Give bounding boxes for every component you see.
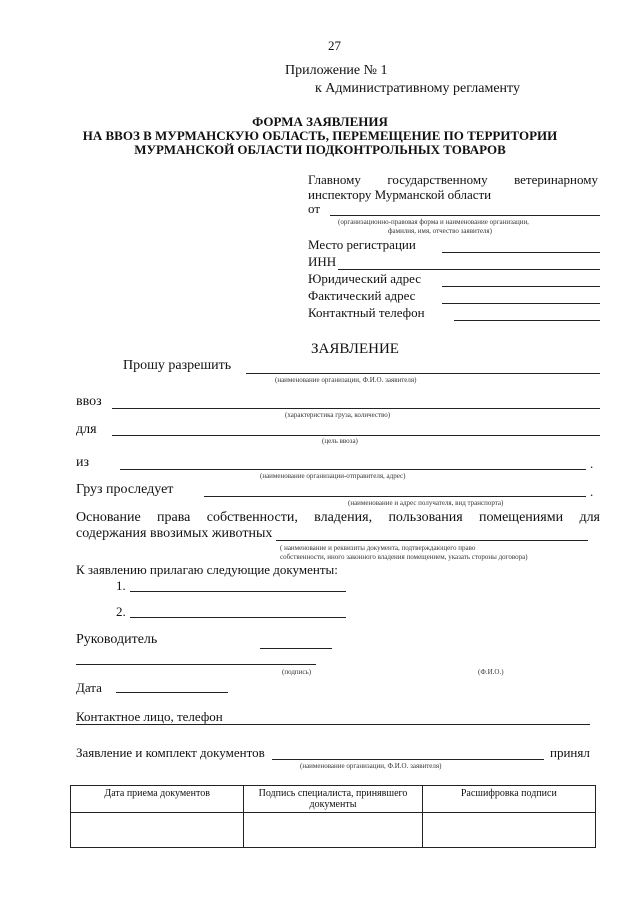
attach-item-1-field[interactable]	[130, 591, 346, 592]
received-field[interactable]	[272, 759, 544, 760]
registration-field[interactable]	[442, 252, 600, 253]
purpose-caption: (цель ввоза)	[322, 437, 358, 445]
addressee-from-label: от	[308, 201, 321, 216]
request-label: Прошу разрешить	[123, 358, 232, 373]
basis-caption-2: собственности, иного законного владения помещением, указать стороны договора)	[280, 553, 528, 561]
cargo-dot: .	[590, 484, 594, 499]
received-label: Заявление и комплект документов	[76, 745, 265, 760]
addressee-line-2: инспектору Мурманской области	[308, 187, 492, 202]
legal-address-field[interactable]	[442, 286, 600, 287]
import-caption: (характеристика груза, количество)	[285, 411, 391, 419]
appendix-line-2: к Административному регламенту	[315, 81, 520, 96]
phone-label: Контактный телефон	[308, 305, 425, 320]
purpose-label: для	[76, 422, 97, 437]
legal-address-label: Юридический адрес	[308, 271, 422, 286]
addressee-from-field[interactable]	[330, 215, 600, 216]
table-cell-decode[interactable]	[422, 813, 595, 848]
contact-field[interactable]	[76, 724, 590, 725]
import-field[interactable]	[112, 408, 600, 409]
purpose-field[interactable]	[112, 435, 600, 436]
basis-field[interactable]	[276, 540, 588, 541]
attach-item-1-number: 1.	[116, 578, 126, 593]
cargo-label: Груз проследует	[76, 482, 174, 497]
table-header-row	[71, 786, 596, 813]
inn-field[interactable]	[338, 269, 600, 270]
contact-label: Контактное лицо, телефон	[76, 709, 223, 724]
date-label: Дата	[76, 680, 102, 695]
page-number: 27	[328, 38, 341, 53]
title-line-3: МУРМАНСКОЙ ОБЛАСТИ ПОДКОНТРОЛЬНЫХ ТОВАРОВ	[134, 142, 506, 157]
request-caption: (наименование организации, Ф.И.О. заявителя)	[275, 376, 417, 384]
received-caption: (наименование организации, Ф.И.О. заявителя)	[300, 762, 442, 770]
signature-caption: (подпись)	[282, 668, 312, 676]
fio-caption: (Ф.И.О.)	[478, 668, 504, 676]
table-cell-signature[interactable]	[244, 813, 422, 848]
attach-label: К заявлению прилагаю следующие документы:	[76, 562, 338, 577]
table-header-date: Дата приема документов	[71, 786, 244, 813]
cargo-field[interactable]	[204, 496, 586, 497]
received-suffix: принял	[550, 745, 590, 760]
addressee-line-1: Главному государственному ветеринарному	[308, 172, 598, 187]
title-line-2: НА ВВОЗ В МУРМАНСКУЮ ОБЛАСТЬ, ПЕРЕМЕЩЕНИЕ ПО ТЕРРИТОРИИ	[82, 128, 558, 143]
basis-line-1: Основание права собственности, владения, пользования помещениями для	[76, 510, 600, 525]
from-dot: .	[590, 456, 594, 471]
head-short-field[interactable]	[260, 648, 332, 649]
request-field[interactable]	[246, 373, 600, 374]
basis-caption-1: ( наименование и реквизиты документа, подтверждающего право	[280, 544, 476, 552]
attach-item-2-number: 2.	[116, 604, 126, 619]
table-header-signature: Подпись специалиста, принявшего документы	[244, 786, 422, 813]
phone-field[interactable]	[454, 320, 600, 321]
date-field[interactable]	[116, 692, 228, 693]
from-label: из	[76, 455, 90, 470]
table-cell-date[interactable]	[71, 813, 244, 848]
attach-item-2-field[interactable]	[130, 617, 346, 618]
registration-label: Место регистрации	[308, 237, 416, 252]
statement-heading: ЗАЯВЛЕНИЕ	[311, 341, 399, 357]
table-header-decode: Расшифровка подписи	[422, 786, 595, 813]
import-label: ввоз	[76, 394, 102, 409]
from-field[interactable]	[120, 469, 586, 470]
basis-line-2: содержания ввозимых животных	[76, 526, 273, 541]
addressee-from-caption-2: фамилия, имя, отчество заявителя)	[388, 227, 492, 235]
actual-address-field[interactable]	[442, 303, 600, 304]
inn-label: ИНН	[308, 254, 337, 269]
table-row	[71, 813, 596, 848]
actual-address-label: Фактический адрес	[308, 288, 416, 303]
head-label: Руководитель	[76, 632, 158, 647]
cargo-caption: (наименование и адрес получателя, вид транспорта)	[348, 499, 504, 507]
title-line-1: ФОРМА ЗАЯВЛЕНИЯ	[252, 114, 388, 129]
appendix-line-1: Приложение № 1	[285, 63, 388, 78]
signature-field[interactable]	[76, 664, 316, 665]
addressee-from-caption-1: (организационно-правовая форма и наименование организации,	[338, 218, 529, 226]
acceptance-table	[70, 785, 596, 848]
from-caption: (наименование организации-отправителя, адрес)	[260, 472, 406, 480]
